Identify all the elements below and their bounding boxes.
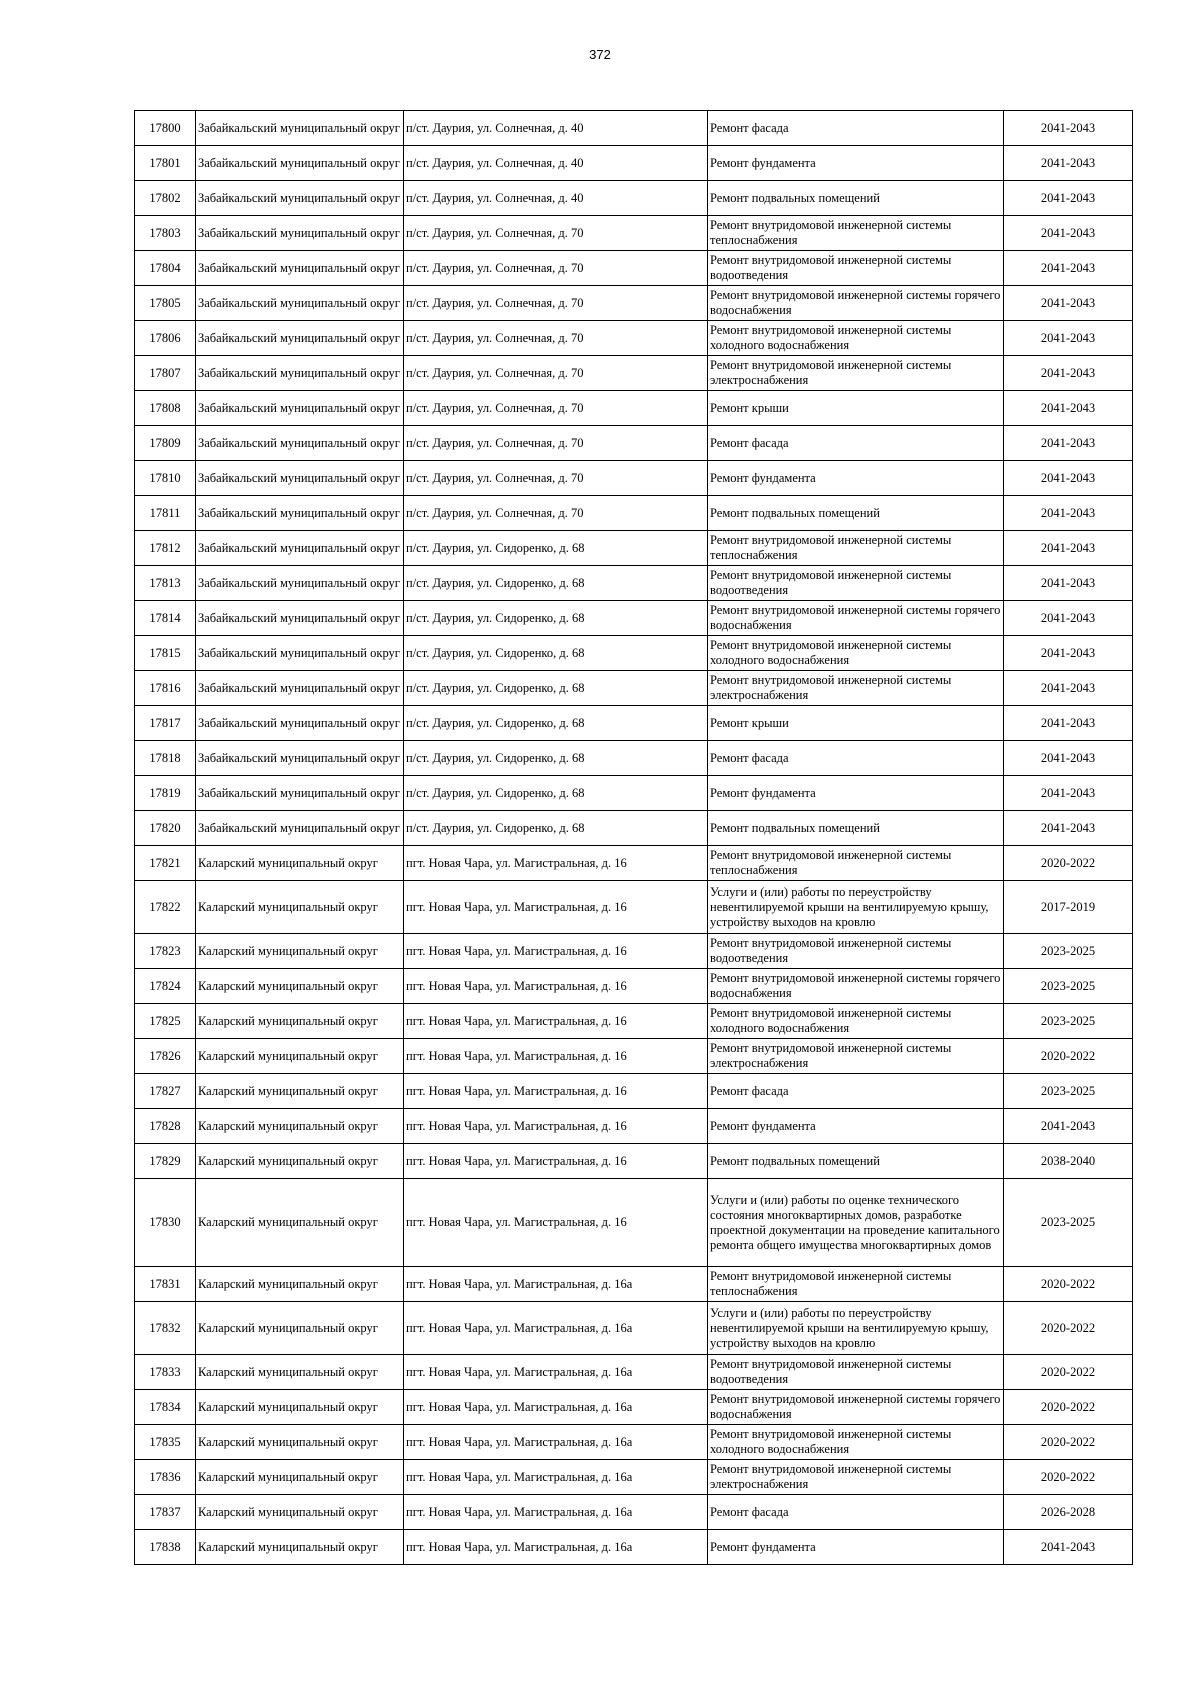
district-cell: Забайкальский муниципальный округ [196,216,404,251]
row-number-cell: 17812 [135,531,196,566]
district-cell: Каларский муниципальный округ [196,934,404,969]
period-cell: 2041-2043 [1004,1109,1133,1144]
work-type-cell: Ремонт фасада [708,741,1004,776]
row-number-cell: 17818 [135,741,196,776]
district-cell: Каларский муниципальный округ [196,1144,404,1179]
table-row [135,741,1133,776]
table-row [135,636,1133,671]
work-type-cell: Ремонт внутридомовой инженерной системы теплоснабжения [708,531,1004,566]
district-cell: Каларский муниципальный округ [196,1530,404,1565]
table-row [135,1179,1133,1267]
period-cell: 2041-2043 [1004,321,1133,356]
row-number-cell: 17805 [135,286,196,321]
row-number-cell: 17816 [135,671,196,706]
table-row [135,881,1133,934]
address-cell: пгт. Новая Чара, ул. Магистральная, д. 16а [404,1355,708,1390]
work-type-cell: Ремонт крыши [708,391,1004,426]
work-type-cell: Ремонт внутридомовой инженерной системы горячего водоснабжения [708,601,1004,636]
period-cell: 2023-2025 [1004,1179,1133,1267]
row-number-cell: 17814 [135,601,196,636]
address-cell: пгт. Новая Чара, ул. Магистральная, д. 16 [404,881,708,934]
period-cell: 2017-2019 [1004,881,1133,934]
period-cell: 2023-2025 [1004,969,1133,1004]
table-row [135,671,1133,706]
district-cell: Забайкальский муниципальный округ [196,461,404,496]
address-cell: пгт. Новая Чара, ул. Магистральная, д. 16а [404,1495,708,1530]
work-type-cell: Ремонт внутридомовой инженерной системы холодного водоснабжения [708,1425,1004,1460]
address-cell: пгт. Новая Чара, ул. Магистральная, д. 16 [404,1109,708,1144]
table-row [135,1074,1133,1109]
address-cell: п/ст. Даурия, ул. Солнечная, д. 40 [404,111,708,146]
address-cell: п/ст. Даурия, ул. Солнечная, д. 70 [404,461,708,496]
row-number-cell: 17817 [135,706,196,741]
district-cell: Каларский муниципальный округ [196,1390,404,1425]
table-row [135,811,1133,846]
address-cell: п/ст. Даурия, ул. Сидоренко, д. 68 [404,811,708,846]
district-cell: Забайкальский муниципальный округ [196,286,404,321]
district-cell: Забайкальский муниципальный округ [196,356,404,391]
district-cell: Каларский муниципальный округ [196,1179,404,1267]
work-type-cell: Ремонт внутридомовой инженерной системы теплоснабжения [708,1267,1004,1302]
table-row [135,111,1133,146]
period-cell: 2020-2022 [1004,1302,1133,1355]
district-cell: Каларский муниципальный округ [196,1495,404,1530]
page-number: 372 [589,47,611,62]
period-cell: 2041-2043 [1004,811,1133,846]
row-number-cell: 17826 [135,1039,196,1074]
work-type-cell: Ремонт фасада [708,426,1004,461]
period-cell: 2020-2022 [1004,1267,1133,1302]
district-cell: Забайкальский муниципальный округ [196,251,404,286]
work-type-cell: Ремонт крыши [708,706,1004,741]
address-cell: пгт. Новая Чара, ул. Магистральная, д. 16а [404,1302,708,1355]
row-number-cell: 17806 [135,321,196,356]
period-cell: 2026-2028 [1004,1495,1133,1530]
table-row [135,251,1133,286]
address-cell: п/ст. Даурия, ул. Сидоренко, д. 68 [404,601,708,636]
address-cell: пгт. Новая Чара, ул. Магистральная, д. 16 [404,969,708,1004]
work-type-cell: Ремонт фундамента [708,146,1004,181]
district-cell: Забайкальский муниципальный округ [196,391,404,426]
district-cell: Каларский муниципальный округ [196,1267,404,1302]
row-number-cell: 17835 [135,1425,196,1460]
address-cell: пгт. Новая Чара, ул. Магистральная, д. 16а [404,1460,708,1495]
row-number-cell: 17813 [135,566,196,601]
row-number-cell: 17829 [135,1144,196,1179]
address-cell: п/ст. Даурия, ул. Солнечная, д. 70 [404,286,708,321]
row-number-cell: 17834 [135,1390,196,1425]
work-type-cell: Ремонт подвальных помещений [708,181,1004,216]
period-cell: 2023-2025 [1004,1004,1133,1039]
work-type-cell: Ремонт внутридомовой инженерной системы электроснабжения [708,1039,1004,1074]
row-number-cell: 17808 [135,391,196,426]
period-cell: 2023-2025 [1004,1074,1133,1109]
period-cell: 2041-2043 [1004,146,1133,181]
address-cell: пгт. Новая Чара, ул. Магистральная, д. 16 [404,1179,708,1267]
period-cell: 2041-2043 [1004,671,1133,706]
district-cell: Каларский муниципальный округ [196,1460,404,1495]
row-number-cell: 17820 [135,811,196,846]
work-type-cell: Ремонт подвальных помещений [708,496,1004,531]
row-number-cell: 17803 [135,216,196,251]
row-number-cell: 17824 [135,969,196,1004]
district-cell: Забайкальский муниципальный округ [196,111,404,146]
row-number-cell: 17837 [135,1495,196,1530]
period-cell: 2020-2022 [1004,1355,1133,1390]
work-type-cell: Ремонт фасада [708,1495,1004,1530]
period-cell: 2041-2043 [1004,251,1133,286]
table-row [135,1039,1133,1074]
work-type-cell: Ремонт подвальных помещений [708,811,1004,846]
address-cell: пгт. Новая Чара, ул. Магистральная, д. 16а [404,1267,708,1302]
row-number-cell: 17802 [135,181,196,216]
work-type-cell: Ремонт фундамента [708,461,1004,496]
table-row [135,391,1133,426]
table-row [135,1144,1133,1179]
address-cell: п/ст. Даурия, ул. Солнечная, д. 40 [404,146,708,181]
work-type-cell: Ремонт внутридомовой инженерной системы теплоснабжения [708,216,1004,251]
row-number-cell: 17815 [135,636,196,671]
table-body [135,111,1133,1565]
work-type-cell: Ремонт внутридомовой инженерной системы водоотведения [708,566,1004,601]
period-cell: 2041-2043 [1004,181,1133,216]
row-number-cell: 17801 [135,146,196,181]
address-cell: п/ст. Даурия, ул. Сидоренко, д. 68 [404,531,708,566]
table-row [135,934,1133,969]
district-cell: Каларский муниципальный округ [196,969,404,1004]
address-cell: пгт. Новая Чара, ул. Магистральная, д. 16 [404,1004,708,1039]
table-row [135,426,1133,461]
repair-schedule-table [134,110,1133,1565]
district-cell: Каларский муниципальный округ [196,1074,404,1109]
period-cell: 2041-2043 [1004,461,1133,496]
period-cell: 2020-2022 [1004,1425,1133,1460]
work-type-cell: Ремонт внутридомовой инженерной системы холодного водоснабжения [708,321,1004,356]
district-cell: Забайкальский муниципальный округ [196,741,404,776]
row-number-cell: 17807 [135,356,196,391]
period-cell: 2041-2043 [1004,426,1133,461]
table-row [135,531,1133,566]
period-cell: 2041-2043 [1004,356,1133,391]
row-number-cell: 17811 [135,496,196,531]
table-row [135,1495,1133,1530]
address-cell: пгт. Новая Чара, ул. Магистральная, д. 16а [404,1390,708,1425]
district-cell: Забайкальский муниципальный округ [196,321,404,356]
table-row [135,461,1133,496]
address-cell: пгт. Новая Чара, ул. Магистральная, д. 16 [404,934,708,969]
address-cell: п/ст. Даурия, ул. Сидоренко, д. 68 [404,671,708,706]
address-cell: пгт. Новая Чара, ул. Магистральная, д. 16 [404,1039,708,1074]
district-cell: Каларский муниципальный округ [196,1004,404,1039]
table-row [135,1004,1133,1039]
table-row [135,321,1133,356]
district-cell: Каларский муниципальный округ [196,1302,404,1355]
table-row [135,706,1133,741]
district-cell: Забайкальский муниципальный округ [196,181,404,216]
row-number-cell: 17832 [135,1302,196,1355]
period-cell: 2041-2043 [1004,286,1133,321]
work-type-cell: Услуги и (или) работы по переустройству невентилируемой крыши на вентилируемую крышу, устройству выходов на кровлю [708,1302,1004,1355]
work-type-cell: Услуги и (или) работы по переустройству невентилируемой крыши на вентилируемую крышу, устройству выходов на кровлю [708,881,1004,934]
table-row [135,776,1133,811]
address-cell: п/ст. Даурия, ул. Сидоренко, д. 68 [404,636,708,671]
row-number-cell: 17823 [135,934,196,969]
address-cell: п/ст. Даурия, ул. Сидоренко, д. 68 [404,741,708,776]
work-type-cell: Ремонт внутридомовой инженерной системы горячего водоснабжения [708,286,1004,321]
period-cell: 2041-2043 [1004,531,1133,566]
period-cell: 2041-2043 [1004,496,1133,531]
row-number-cell: 17821 [135,846,196,881]
period-cell: 2020-2022 [1004,1390,1133,1425]
address-cell: п/ст. Даурия, ул. Солнечная, д. 70 [404,426,708,461]
period-cell: 2041-2043 [1004,1530,1133,1565]
address-cell: пгт. Новая Чара, ул. Магистральная, д. 16а [404,1530,708,1565]
period-cell: 2020-2022 [1004,1039,1133,1074]
district-cell: Забайкальский муниципальный округ [196,146,404,181]
row-number-cell: 17819 [135,776,196,811]
address-cell: п/ст. Даурия, ул. Солнечная, д. 40 [404,181,708,216]
row-number-cell: 17828 [135,1109,196,1144]
district-cell: Забайкальский муниципальный округ [196,496,404,531]
work-type-cell: Ремонт внутридомовой инженерной системы электроснабжения [708,356,1004,391]
district-cell: Забайкальский муниципальный округ [196,531,404,566]
row-number-cell: 17809 [135,426,196,461]
table-row [135,356,1133,391]
period-cell: 2041-2043 [1004,706,1133,741]
address-cell: пгт. Новая Чара, ул. Магистральная, д. 16а [404,1425,708,1460]
table-row [135,496,1133,531]
address-cell: пгт. Новая Чара, ул. Магистральная, д. 16 [404,1144,708,1179]
work-type-cell: Ремонт внутридомовой инженерной системы водоотведения [708,1355,1004,1390]
district-cell: Забайкальский муниципальный округ [196,811,404,846]
work-type-cell: Ремонт подвальных помещений [708,1144,1004,1179]
work-type-cell: Ремонт фундамента [708,1109,1004,1144]
table-row [135,1267,1133,1302]
district-cell: Каларский муниципальный округ [196,1109,404,1144]
work-type-cell: Ремонт внутридомовой инженерной системы горячего водоснабжения [708,969,1004,1004]
table-row [135,1530,1133,1565]
district-cell: Забайкальский муниципальный округ [196,671,404,706]
table-row [135,601,1133,636]
period-cell: 2041-2043 [1004,601,1133,636]
table-row [135,566,1133,601]
district-cell: Каларский муниципальный округ [196,846,404,881]
period-cell: 2041-2043 [1004,111,1133,146]
district-cell: Каларский муниципальный округ [196,1425,404,1460]
table-row [135,846,1133,881]
table-row [135,146,1133,181]
table-row [135,216,1133,251]
row-number-cell: 17804 [135,251,196,286]
table-row [135,1390,1133,1425]
row-number-cell: 17825 [135,1004,196,1039]
row-number-cell: 17827 [135,1074,196,1109]
table-row [135,969,1133,1004]
work-type-cell: Ремонт внутридомовой инженерной системы водоотведения [708,251,1004,286]
period-cell: 2041-2043 [1004,776,1133,811]
district-cell: Забайкальский муниципальный округ [196,601,404,636]
table-row [135,286,1133,321]
district-cell: Забайкальский муниципальный округ [196,426,404,461]
address-cell: п/ст. Даурия, ул. Солнечная, д. 70 [404,251,708,286]
period-cell: 2023-2025 [1004,934,1133,969]
table-row [135,1109,1133,1144]
address-cell: пгт. Новая Чара, ул. Магистральная, д. 16 [404,846,708,881]
work-type-cell: Ремонт внутридомовой инженерной системы горячего водоснабжения [708,1390,1004,1425]
period-cell: 2038-2040 [1004,1144,1133,1179]
address-cell: пгт. Новая Чара, ул. Магистральная, д. 16 [404,1074,708,1109]
row-number-cell: 17833 [135,1355,196,1390]
address-cell: п/ст. Даурия, ул. Сидоренко, д. 68 [404,776,708,811]
table-row [135,1425,1133,1460]
table-row [135,181,1133,216]
table-row [135,1302,1133,1355]
table-row [135,1460,1133,1495]
work-type-cell: Ремонт фундамента [708,1530,1004,1565]
address-cell: п/ст. Даурия, ул. Солнечная, д. 70 [404,321,708,356]
district-cell: Каларский муниципальный округ [196,881,404,934]
district-cell: Каларский муниципальный округ [196,1355,404,1390]
district-cell: Забайкальский муниципальный округ [196,636,404,671]
address-cell: п/ст. Даурия, ул. Сидоренко, д. 68 [404,566,708,601]
work-type-cell: Ремонт внутридомовой инженерной системы электроснабжения [708,1460,1004,1495]
period-cell: 2020-2022 [1004,1460,1133,1495]
work-type-cell: Ремонт внутридомовой инженерной системы теплоснабжения [708,846,1004,881]
table-row [135,1355,1133,1390]
work-type-cell: Ремонт внутридомовой инженерной системы электроснабжения [708,671,1004,706]
period-cell: 2020-2022 [1004,846,1133,881]
district-cell: Забайкальский муниципальный округ [196,776,404,811]
district-cell: Забайкальский муниципальный округ [196,706,404,741]
address-cell: п/ст. Даурия, ул. Сидоренко, д. 68 [404,706,708,741]
work-type-cell: Ремонт внутридомовой инженерной системы холодного водоснабжения [708,1004,1004,1039]
period-cell: 2041-2043 [1004,636,1133,671]
row-number-cell: 17800 [135,111,196,146]
row-number-cell: 17838 [135,1530,196,1565]
district-cell: Каларский муниципальный округ [196,1039,404,1074]
row-number-cell: 17822 [135,881,196,934]
work-type-cell: Ремонт внутридомовой инженерной системы холодного водоснабжения [708,636,1004,671]
row-number-cell: 17831 [135,1267,196,1302]
address-cell: п/ст. Даурия, ул. Солнечная, д. 70 [404,216,708,251]
period-cell: 2041-2043 [1004,741,1133,776]
period-cell: 2041-2043 [1004,566,1133,601]
work-type-cell: Услуги и (или) работы по оценке технического состояния многоквартирных домов, разработке проектной документации на проведение капитального ремонта общего имущества многоквартирных домов [708,1179,1004,1267]
work-type-cell: Ремонт фундамента [708,776,1004,811]
period-cell: 2041-2043 [1004,216,1133,251]
row-number-cell: 17810 [135,461,196,496]
address-cell: п/ст. Даурия, ул. Солнечная, д. 70 [404,391,708,426]
row-number-cell: 17836 [135,1460,196,1495]
address-cell: п/ст. Даурия, ул. Солнечная, д. 70 [404,496,708,531]
work-type-cell: Ремонт фасада [708,1074,1004,1109]
period-cell: 2041-2043 [1004,391,1133,426]
address-cell: п/ст. Даурия, ул. Солнечная, д. 70 [404,356,708,391]
district-cell: Забайкальский муниципальный округ [196,566,404,601]
row-number-cell: 17830 [135,1179,196,1267]
work-type-cell: Ремонт внутридомовой инженерной системы водоотведения [708,934,1004,969]
work-type-cell: Ремонт фасада [708,111,1004,146]
